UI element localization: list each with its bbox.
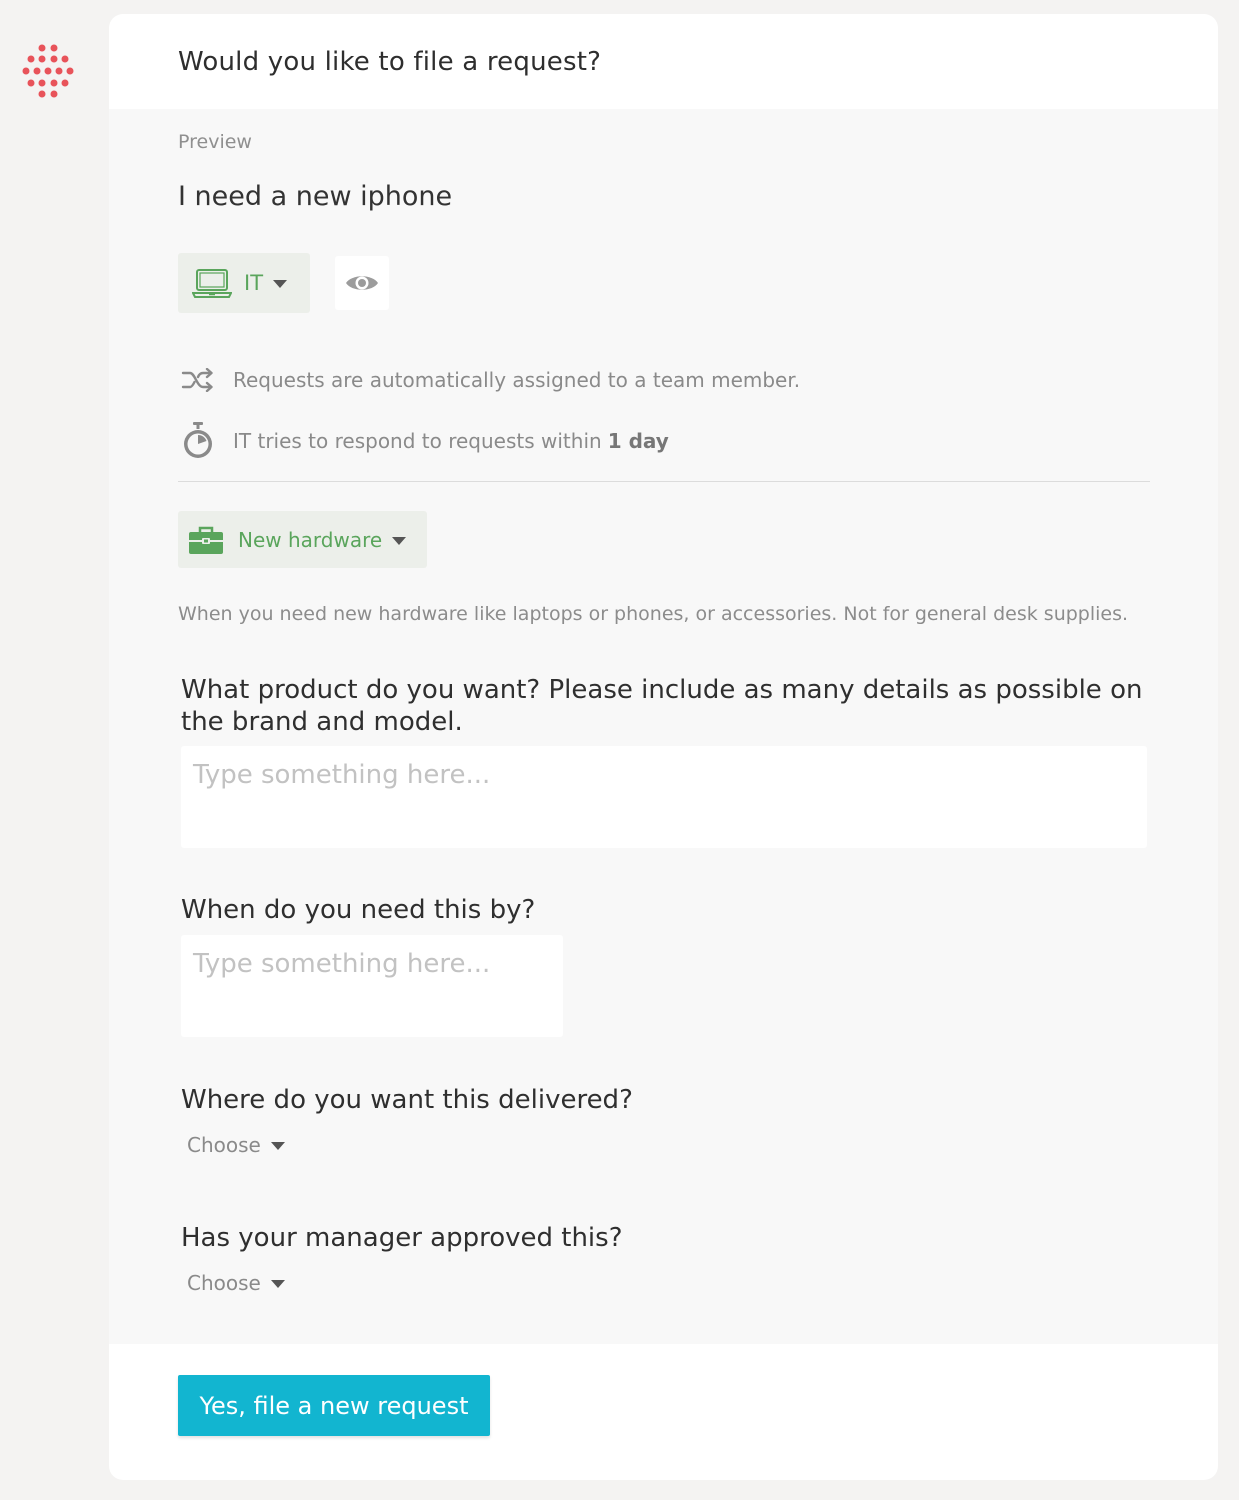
- preview-label: Preview: [178, 131, 252, 153]
- toolbox-icon: [188, 525, 224, 555]
- chevron-down-icon: [271, 1142, 285, 1150]
- eye-icon: [344, 271, 380, 295]
- request-type-value: New hardware: [238, 527, 383, 552]
- request-dialog: [109, 14, 1218, 1480]
- question-approval-label: Has your manager approved this?: [181, 1223, 623, 1253]
- chevron-down-icon: [271, 1280, 285, 1288]
- delivery-location-value: Choose: [187, 1133, 261, 1157]
- deadline-input[interactable]: [181, 935, 563, 1037]
- request-title: I need a new iphone: [178, 181, 453, 212]
- delivery-location-dropdown[interactable]: [187, 1133, 285, 1157]
- dialog-title: Would you like to file a request?: [178, 46, 602, 77]
- response-time-prefix: IT tries to respond to requests within: [233, 429, 602, 453]
- chevron-down-icon: [392, 537, 406, 545]
- stopwatch-icon: [178, 421, 218, 461]
- request-type-select[interactable]: [178, 511, 427, 568]
- question-product-label: What product do you want? Please include as many details as possible on the brand and model.: [181, 675, 1143, 737]
- request-form: [109, 109, 1218, 1344]
- request-type-description: When you need new hardware like laptops or phones, or accessories. Not for general desk supplies.: [178, 603, 1129, 625]
- file-request-button[interactable]: Yes, file a new request: [178, 1375, 490, 1436]
- manager-approval-value: Choose: [187, 1271, 261, 1295]
- team-select[interactable]: [178, 253, 310, 313]
- section-divider: [178, 481, 1150, 482]
- assignment-info: [178, 360, 800, 400]
- app-logo-icon: [22, 44, 74, 98]
- team-select-value: IT: [244, 271, 264, 295]
- visibility-button[interactable]: [335, 256, 389, 310]
- response-time-value: 1 day: [607, 429, 669, 453]
- manager-approval-dropdown[interactable]: [187, 1271, 285, 1295]
- assignment-text: Requests are automatically assigned to a team member.: [233, 368, 801, 392]
- product-input[interactable]: [181, 746, 1147, 848]
- question-delivery-label: Where do you want this delivered?: [181, 1085, 633, 1115]
- shuffle-icon: [178, 360, 218, 400]
- question-deadline-label: When do you need this by?: [181, 895, 536, 925]
- chevron-down-icon: [273, 280, 287, 288]
- response-time-info: [178, 421, 669, 461]
- laptop-icon: [192, 267, 232, 299]
